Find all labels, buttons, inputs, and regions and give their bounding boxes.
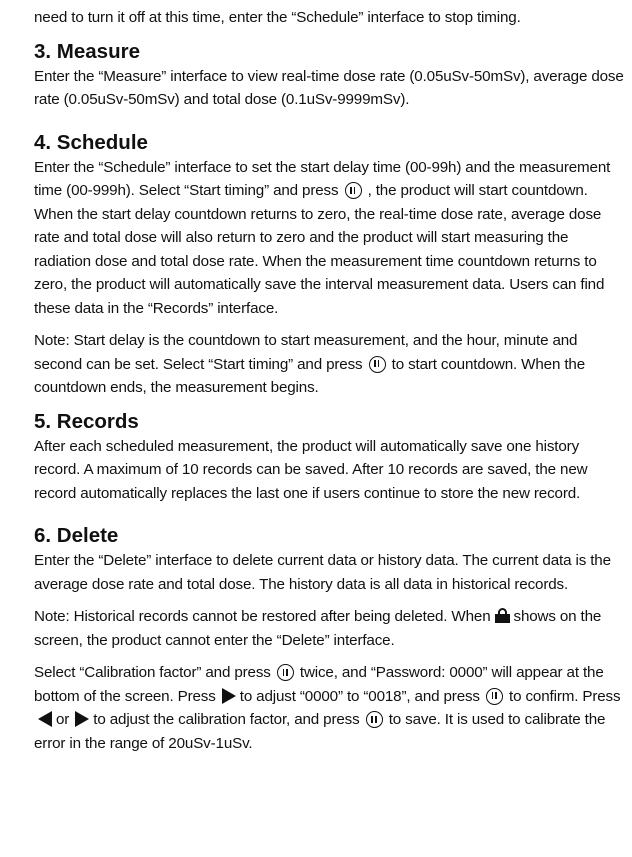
left-arrow-icon xyxy=(38,711,52,727)
schedule-note-b: to start countdown. When the countdown ends, the measurement begins. xyxy=(34,355,585,396)
cal-text-g: to save. It is used to calibrate the error in the range of 20uSv-1uSv. xyxy=(34,711,606,752)
power-button-icon xyxy=(366,711,383,728)
calibration-paragraph xyxy=(34,661,624,755)
cal-text-d: to confirm. Press xyxy=(509,687,621,705)
cal-text-c: to adjust “0000” to “0018”, and press xyxy=(239,687,480,705)
cal-text-a: Select “Calibration factor” and press xyxy=(34,664,271,681)
measure-paragraph: Enter the “Measure” interface to view real-time dose rate (0.05uSv-50mSv), average dose rate (0.05uSv-50mSv) and total dose (0.1uSv-9999mSv). xyxy=(34,67,624,108)
records-paragraph: After each scheduled measurement, the product will automatically save one history record. A maximum of 10 records can be saved. After 10 records are saved, the new record automatically replaces the last one if users continue to store the new record. xyxy=(34,437,588,502)
intro-paragraph: need to turn it off at this time, enter the “Schedule” interface to stop timing. xyxy=(34,9,521,26)
cal-text-e: or xyxy=(56,711,70,728)
right-arrow-icon xyxy=(222,688,236,704)
delete-note-b: shows on the screen, the product cannot enter the “Delete” interface. xyxy=(34,608,602,649)
right-arrow-icon xyxy=(75,711,89,727)
schedule-note-a: Note: Start delay is the countdown to start measurement, and the hour, minute and second can be set. Select “Start timing” and press xyxy=(34,332,578,373)
delete-heading: 6. Delete xyxy=(34,524,119,547)
power-button-icon xyxy=(486,688,503,705)
power-button-icon xyxy=(277,664,294,681)
lock-icon xyxy=(495,608,510,623)
schedule-heading: 4. Schedule xyxy=(34,130,148,154)
delete-note-a: Note: Historical records cannot be restored after being deleted. When xyxy=(34,608,491,625)
schedule-text-b: , the product will start countdown. When the start delay countdown returns to zero, the real-time dose rate, average dose rate and total dose will also return to zero and the product will start measuring the radiation dose and total dose rate. When the measurement time countdown returns to zero, the product will automatically save the interval measurement data. Users can find these data in the “Records” interface. xyxy=(34,182,605,317)
delete-note xyxy=(34,605,624,652)
measure-heading: 3. Measure xyxy=(34,39,140,63)
records-heading: 5. Records xyxy=(34,409,139,433)
cal-text-b: twice, and “Password: 0000” will appear at the bottom of the screen. Press xyxy=(34,664,604,705)
schedule-note xyxy=(34,329,624,400)
schedule-paragraph xyxy=(34,156,624,321)
cal-text-f: to adjust the calibration factor, and press xyxy=(93,711,360,728)
power-button-icon xyxy=(369,356,386,373)
delete-paragraph: Enter the “Delete” interface to delete current data or history data. The current data is the average dose rate and total dose. The history data is all data in historical records. xyxy=(34,552,611,593)
power-button-icon xyxy=(345,182,362,199)
schedule-text-a: Enter the “Schedule” interface to set the start delay time (00-99h) and the measurement time (00-999h). Select “Start timing” and press xyxy=(34,158,611,199)
